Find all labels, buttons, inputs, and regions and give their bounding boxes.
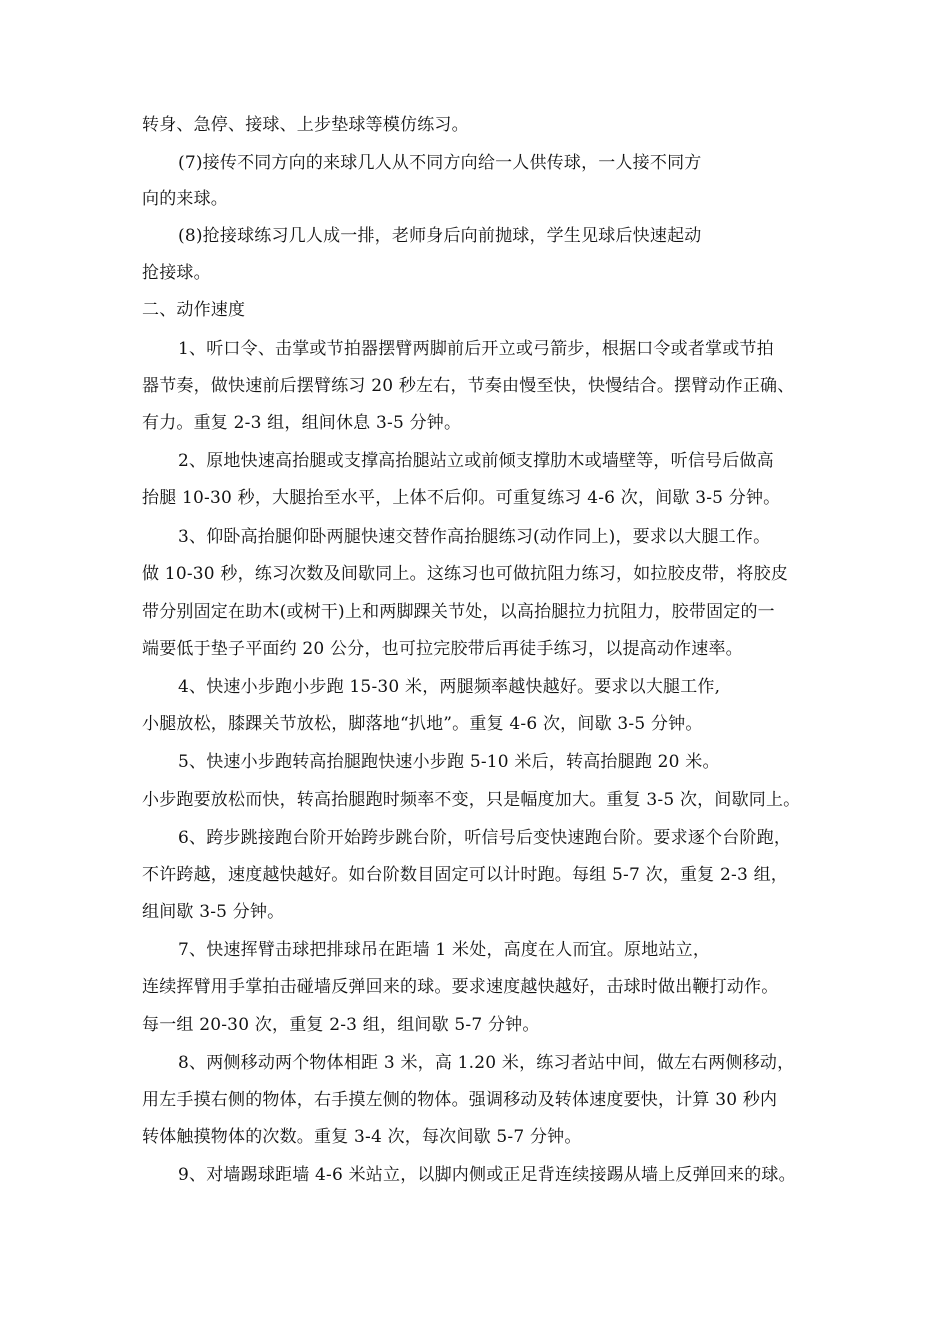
text-line: 每一组 20-30 次，重复 2-3 组，组间歇 5-7 分钟。: [142, 1015, 540, 1035]
text-line: 6、跨步跳接跑台阶开始跨步跳台阶，听信号后变快速跑台阶。要求逐个台阶跑，: [178, 828, 792, 848]
text-line: 4、快速小步跑小步跑 15-30 米，两腿频率越快越好。要求以大腿工作,: [178, 677, 721, 697]
text-line: 小腿放松，膝踝关节放松，脚落地“扒地”。重复 4-6 次，间歇 3-5 分钟。: [142, 714, 703, 734]
text-line: 2、原地快速高抬腿或支撑高抬腿站立或前倾支撑肋木或墙壁等，听信号后做高: [178, 451, 774, 471]
text-line: 组间歇 3-5 分钟。: [142, 902, 285, 922]
text-line: 1、听口令、击掌或节拍器摆臂两脚前后开立或弓箭步，根据口令或者掌或节拍: [178, 339, 774, 359]
text-line: 不许跨越，速度越快越好。如台阶数目固定可以计时跑。每组 5-7 次，重复 2-3 组，: [142, 865, 788, 885]
text-line: 向的来球。: [142, 189, 228, 209]
text-line: 用左手摸右侧的物体，右手摸左侧的物体。强调移动及转体速度要快，计算 30 秒内: [142, 1090, 778, 1110]
text-line: 转身、急停、接球、上步垫球等模仿练习。: [142, 115, 469, 135]
text-line: 有力。重复 2-3 组，组间休息 3-5 分钟。: [142, 413, 462, 433]
text-line: 7、快速挥臂击球把排球吊在距墙 1 米处，高度在人而宜。原地站立，: [178, 940, 711, 960]
text-line: 9、对墙踢球距墙 4-6 米站立，以脚内侧或正足背连续接踢从墙上反弹回来的球。: [178, 1165, 796, 1185]
text-line: (8)抢接球练习几人成一排，老师身后向前抛球，学生见球后快速起动: [178, 226, 702, 246]
text-line: 带分别固定在助木(或树干)上和两脚踝关节处，以高抬腿拉力抗阻力，胶带固定的一: [142, 602, 775, 622]
text-line: 转体触摸物体的次数。重复 3-4 次，每次间歇 5-7 分钟。: [142, 1127, 582, 1147]
text-line: 5、快速小步跑转高抬腿跑快速小步跑 5-10 米后，转高抬腿跑 20 米。: [178, 752, 720, 772]
text-line: (7)接传不同方向的来球几人从不同方向给一人供传球，一人接不同方: [178, 153, 702, 173]
text-line: 抢接球。: [142, 263, 211, 283]
text-line: 器节奏，做快速前后摆臂练习 20 秒左右，节奏由慢至快，快慢结合。摆臂动作正确、: [142, 376, 795, 396]
text-line: 做 10-30 秒，练习次数及间歇同上。这练习也可做抗阻力练习，如拉胶皮带，将胶皮: [142, 564, 789, 584]
text-line: 小步跑要放松而快，转高抬腿跑时频率不变，只是幅度加大。重复 3-5 次，间歇同上。: [142, 790, 801, 810]
text-line: 连续挥臂用手掌拍击碰墙反弹回来的球。要求速度越快越好，击球时做出鞭打动作。: [142, 977, 779, 997]
section-heading: 二、动作速度: [142, 300, 246, 320]
text-line: 8、两侧移动两个物体相距 3 米，高 1.20 米，练习者站中间，做左右两侧移动，: [178, 1053, 795, 1073]
text-line: 端要低于垫子平面约 20 公分，也可拉完胶带后再徒手练习，以提高动作速率。: [142, 639, 743, 659]
text-line: 抬腿 10-30 秒，大腿抬至水平，上体不后仰。可重复练习 4-6 次，间歇 3-5 分钟。: [142, 488, 781, 508]
text-line: 3、仰卧高抬腿仰卧两腿快速交替作高抬腿练习(动作同上)，要求以大腿工作。: [178, 527, 771, 547]
